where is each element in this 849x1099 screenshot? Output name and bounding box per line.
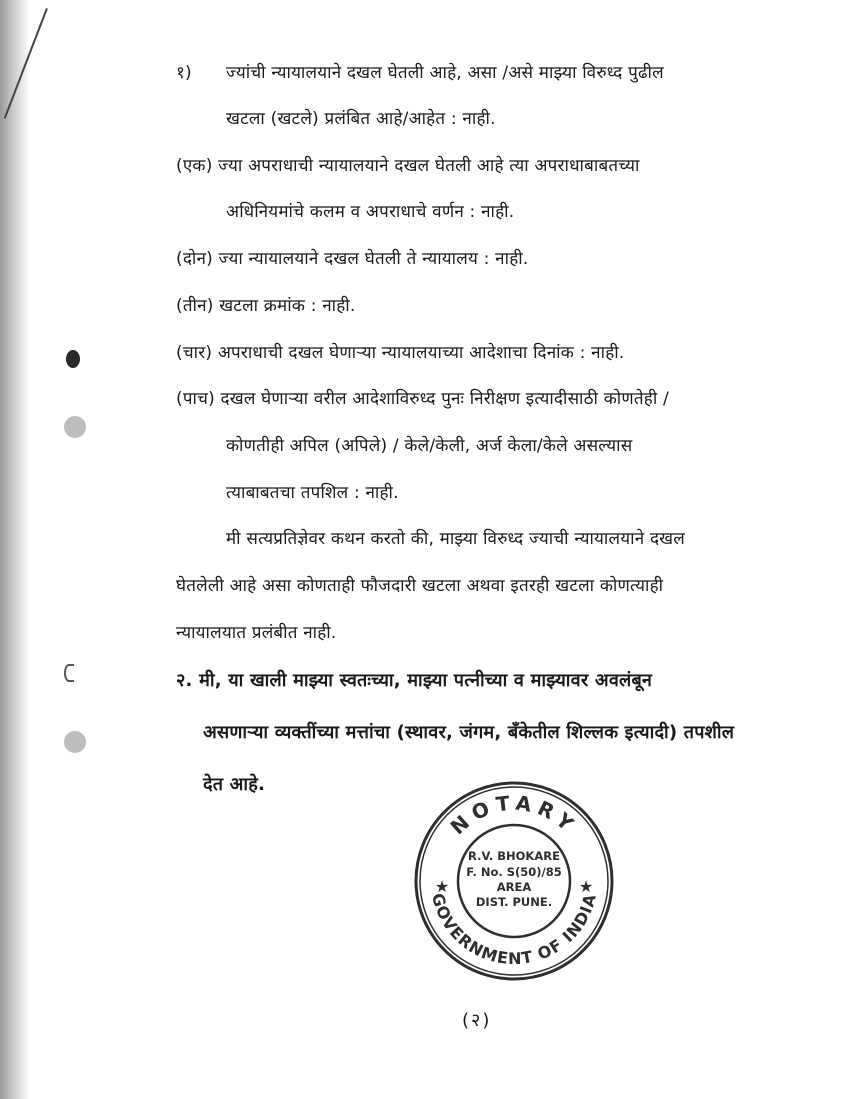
punch-hole-dark (66, 350, 80, 368)
clause-1-number: १) (176, 63, 192, 83)
stamp-registration: F. No. S(50)/85 (466, 865, 562, 879)
stamp-name: R.V. BHOKARE (468, 849, 560, 863)
item-teen: (तीन) खटला क्रमांक : नाही. (176, 296, 356, 316)
declaration-line-3: न्यायालयात प्रलंबीत नाही. (176, 623, 337, 643)
stamp-star-right-icon: ★ (578, 877, 594, 896)
stamp-district: DIST. PUNE. (475, 895, 553, 909)
stamp-top-arc: NOTARY (445, 790, 583, 840)
clause-1-line-1 (176, 60, 776, 83)
clause-1-text: ज्यांची न्यायालयाने दखल घेतली आहे, असा /असे माझ्या विरुध्द पुढील (226, 63, 664, 83)
item-ek-line-2: अधिनियमांचे कलम व अपराधाचे वर्णन : नाही. (226, 202, 515, 222)
clause-2-line-1: २. मी, या खाली माझ्या स्वतःच्या, माझ्या पत्नीच्या व माझ्यावर अवलंबून (176, 670, 653, 691)
clause-1-line-2: खटला (खटले) प्रलंबित आहे/आहेत : नाही. (226, 109, 496, 129)
stamp-star-left-icon: ★ (434, 877, 450, 896)
stamp-bottom-arc: GOVERNMENT OF INDIA (428, 891, 600, 969)
page-number: (२) (462, 1010, 492, 1031)
item-ek-line-1: (एक) ज्या अपराधाची न्यायालयाने दखल घेतली आहे त्या अपराधाबाबतच्या (176, 156, 640, 176)
declaration-line-1: मी सत्यप्रतिज्ञेवर कथन करतो की, माझ्या विरुध्द ज्याची न्यायालयाने दखल (226, 529, 686, 549)
clause-2-line-2: असणाऱ्या व्यक्तींच्या मत्तांचा (स्थावर, जंगम, बँकेतील शिल्लक इत्यादी) तपशील (203, 722, 735, 743)
item-char: (चार) अपराधाची दखल घेणाऱ्या न्यायालयाच्या आदेशाचा दिनांक : नाही. (176, 343, 625, 363)
stamp-area: AREA (496, 880, 532, 894)
item-pach-line-3: त्याबाबतचा तपशिल : नाही. (226, 483, 399, 503)
declaration-line-2: घेतलेली आहे असा कोणताही फौजदारी खटला अथवा इतरही खटला कोणत्याही (176, 576, 664, 596)
clause-2-line-3: देत आहे. (203, 774, 266, 795)
punch-hole-edge (64, 664, 74, 682)
notary-stamp (413, 780, 615, 982)
item-pach-line-2: कोणतीही अपिल (अपिले) / केले/केली, अर्ज केला/केले असल्यास (226, 436, 633, 456)
scan-edge-shadow (0, 0, 28, 1099)
punch-hole (64, 731, 86, 753)
item-don: (दोन) ज्या न्यायालयाने दखल घेतली ते न्यायालय : नाही. (176, 249, 529, 269)
item-pach-line-1: (पाच) दखल घेणाऱ्या वरील आदेशाविरुध्द पुनः निरीक्षण इत्यादीसाठी कोणतेही / (176, 389, 669, 409)
punch-hole (64, 416, 86, 438)
